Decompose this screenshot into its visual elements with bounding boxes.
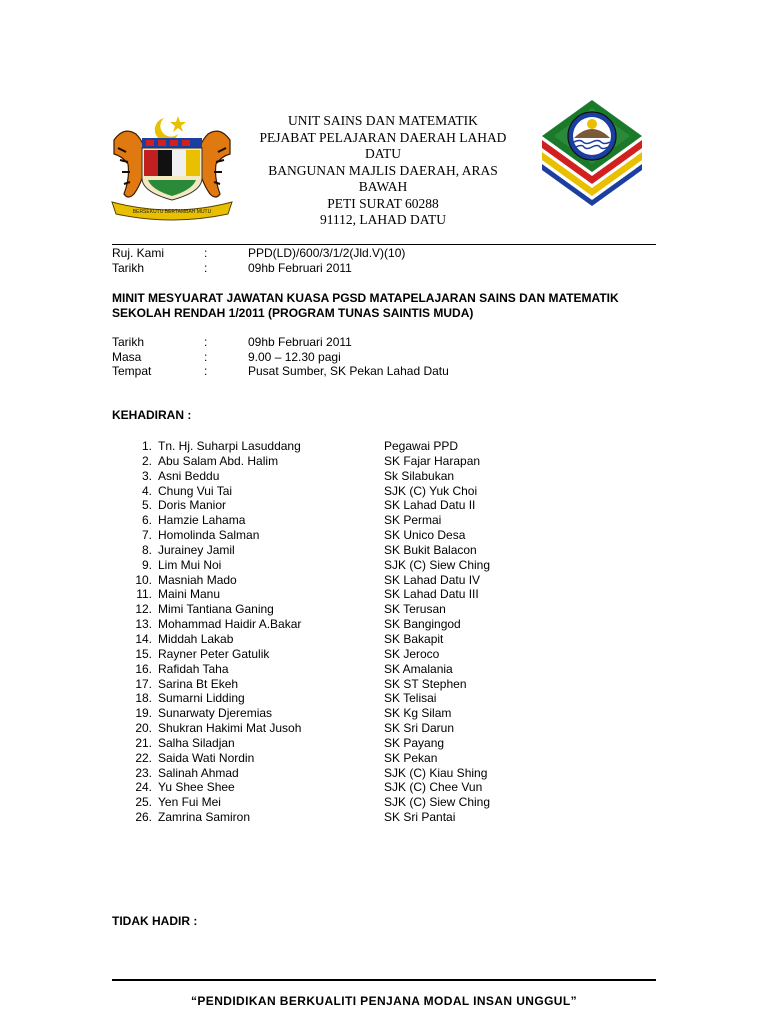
reference-separator: : — [204, 260, 208, 275]
attendee-name: Maini Manu — [158, 587, 221, 602]
attendee-row — [112, 439, 612, 454]
attendee-name: Tn. Hj. Suharpi Lasuddang — [158, 439, 301, 453]
attendee-school: SJK (C) Siew Ching — [384, 795, 491, 810]
attendee-row — [112, 751, 612, 766]
attendee-name: Rafidah Taha — [158, 661, 229, 676]
attendee-number: 15. — [135, 646, 152, 661]
letterhead-line: BAWAH — [358, 179, 408, 194]
attendee-name: Mohammad Haidir A.Bakar — [158, 617, 302, 632]
attendee-name: Lim Mui Noi — [158, 557, 222, 572]
svg-text:BERSEKUTU BERTAMBAH MUTU: BERSEKUTU BERTAMBAH MUTU — [132, 209, 212, 215]
attendee-school: SK Payang — [384, 735, 445, 750]
attendee-number: 4. — [141, 483, 152, 498]
meeting-key: Tempat — [112, 364, 152, 379]
attendee-name: Jurainey Jamil — [158, 542, 235, 557]
attendee-number: 26. — [135, 810, 152, 825]
attendee-row — [112, 587, 612, 602]
meeting-value: 09hb Februari 2011 — [248, 335, 352, 349]
attendee-row — [112, 691, 612, 706]
attendee-name: Shukran Hakimi Mat Jusoh — [158, 721, 302, 736]
attendee-school: SK Bukit Balacon — [384, 542, 477, 557]
attendee-number: 25. — [135, 795, 152, 810]
attendee-number: 19. — [135, 706, 152, 721]
attendee-number: 3. — [141, 468, 152, 483]
attendee-name: Homolinda Salman — [158, 528, 260, 543]
svg-text:.: . — [591, 154, 593, 159]
attendee-row — [112, 558, 612, 573]
meeting-separator: : — [204, 335, 208, 349]
reference-value: 09hb Februari 2011 — [248, 260, 352, 275]
attendee-number: 14. — [135, 631, 152, 646]
attendee-name: Rayner Peter Gatulik — [158, 646, 270, 661]
attendee-name: Middah Lakab — [158, 631, 234, 646]
attendee-name: Asni Beddu — [158, 468, 220, 483]
letterhead-line: BANGUNAN MAJLIS DAERAH, ARAS — [268, 162, 498, 178]
attendee-number: 18. — [135, 691, 152, 706]
attendee-school: SK Terusan — [384, 602, 446, 617]
attendee-name: Yen Fui Mei — [158, 795, 221, 810]
attendee-name: Salinah Ahmad — [158, 765, 239, 780]
district-emblem-icon — [540, 98, 644, 210]
attendee-list — [112, 439, 612, 825]
attendee-row — [112, 647, 612, 662]
attendee-school: SK Bangingod — [384, 617, 461, 632]
footer-divider — [112, 979, 656, 981]
attendee-number: 10. — [135, 572, 152, 587]
absent-heading: TIDAK HADIR : — [112, 914, 198, 928]
attendee-name: Yu Shee Shee — [158, 780, 235, 795]
attendee-row — [112, 810, 612, 825]
letterhead-line: PEJABAT PELAJARAN DAERAH LAHAD — [259, 129, 507, 145]
reference-separator: : — [204, 246, 208, 260]
attendee-number: 7. — [141, 528, 152, 543]
attendee-number: 16. — [135, 661, 152, 676]
attendee-row — [112, 602, 612, 617]
attendee-number: 5. — [141, 498, 152, 513]
attendee-school: SK Permai — [384, 513, 442, 528]
attendee-name: Sumarni Lidding — [158, 691, 245, 706]
attendee-name: Salha Siladjan — [158, 735, 235, 750]
attendee-school: SK Telisai — [384, 691, 437, 706]
meeting-separator: : — [204, 349, 208, 364]
attendee-row — [112, 484, 612, 499]
attendee-name: Masniah Mado — [158, 572, 237, 587]
attendee-school: Sk Silabukan — [384, 468, 455, 483]
attendee-name: Sarina Bt Ekeh — [158, 676, 239, 691]
attendee-number: 20. — [135, 721, 152, 736]
attendee-school: SJK (C) Yuk Choi — [384, 483, 478, 498]
attendee-school: SK Jeroco — [384, 646, 440, 661]
attendee-school: SK Lahad Datu IV — [384, 572, 481, 587]
attendee-row — [112, 454, 612, 469]
attendee-number: 8. — [141, 542, 152, 557]
attendee-row — [112, 795, 612, 810]
attendee-row — [112, 662, 612, 677]
letterhead-line: DATU — [365, 146, 401, 161]
letterhead-line: 91112, LAHAD DATU — [319, 212, 447, 227]
document-title — [112, 291, 672, 320]
attendee-school: SJK (C) Kiau Shing — [384, 765, 488, 780]
attendee-name: Chung Vui Tai — [158, 483, 233, 498]
attendee-number: 21. — [135, 735, 152, 750]
attendee-number: 22. — [135, 750, 152, 765]
attendee-number: 24. — [135, 780, 152, 795]
attendee-row — [112, 573, 612, 588]
attendee-name: Saida Wati Nordin — [158, 750, 255, 765]
motto: “PENDIDIKAN BERKUALITI PENJANA MODAL INSAN UNGGUL” — [190, 994, 577, 1008]
attendee-number: 1. — [141, 439, 152, 453]
attendee-name: Sunarwaty Djeremias — [158, 706, 273, 721]
attendee-row — [112, 677, 612, 692]
attendee-school: SK ST Stephen — [384, 676, 467, 691]
meeting-value: Pusat Sumber, SK Pekan Lahad Datu — [248, 364, 449, 379]
header-divider — [112, 244, 656, 245]
attendee-number: 11. — [136, 587, 152, 602]
attendee-school: SJK (C) Chee Vun — [384, 780, 483, 795]
attendee-row — [112, 543, 612, 558]
attendee-row — [112, 617, 612, 632]
attendee-name: Zamrina Samiron — [158, 810, 251, 825]
attendee-name: Mimi Tantiana Ganing — [158, 602, 274, 617]
attendee-school: SK Lahad Datu II — [384, 498, 476, 513]
attendee-number: 6. — [141, 513, 152, 528]
meeting-key: Tarikh — [112, 335, 145, 349]
title-line: SEKOLAH RENDAH 1/2011 (PROGRAM TUNAS SAINTIS MUDA) — [112, 305, 474, 320]
attendee-number: 2. — [141, 453, 152, 468]
attendee-row — [112, 780, 612, 795]
attendee-row — [112, 469, 612, 484]
attendee-number: 9. — [141, 557, 152, 572]
attendee-row — [112, 721, 612, 736]
attendee-row — [112, 766, 612, 781]
attendee-row — [112, 736, 612, 751]
attendee-school: Pegawai PPD — [384, 439, 459, 453]
attendee-name: Abu Salam Abd. Halim — [158, 453, 279, 468]
meeting-key: Masa — [112, 349, 142, 364]
reference-value: PPD(LD)/600/3/1/2(Jld.V)(10) — [248, 246, 406, 260]
reference-key: Tarikh — [112, 260, 145, 275]
attendee-school: SK Lahad Datu III — [384, 587, 479, 602]
title-line: MINIT MESYUARAT JAWATAN KUASA PGSD MATAPELAJARAN SAINS DAN MATEMATIK — [112, 291, 619, 305]
attendee-number: 13. — [135, 617, 152, 632]
coat-of-arms-logo — [108, 110, 236, 222]
attendee-row — [112, 528, 612, 543]
attendee-school: SK Sri Darun — [384, 721, 455, 736]
attendee-school: SJK (C) Siew Ching — [384, 557, 491, 572]
malaysia-coat-of-arms-icon — [108, 110, 236, 222]
attendee-school: SK Fajar Harapan — [384, 453, 481, 468]
attendee-row — [112, 632, 612, 647]
reference-key: Ruj. Kami — [112, 246, 165, 260]
letterhead-line: UNIT SAINS DAN MATEMATIK — [288, 113, 478, 128]
attendee-row — [112, 513, 612, 528]
letterhead-line: PETI SURAT 60288 — [327, 195, 439, 211]
attendee-school: SK Kg Silam — [384, 706, 452, 721]
attendee-number: 12. — [135, 602, 152, 617]
attendee-school: SK Sri Pantai — [384, 810, 456, 825]
attendee-number: 17. — [135, 676, 152, 691]
letterhead — [248, 113, 518, 229]
attendee-name: Hamzie Lahama — [158, 513, 246, 528]
attendee-name: Doris Manior — [158, 498, 227, 513]
attendee-school: SK Pekan — [384, 750, 438, 765]
attendee-row — [112, 706, 612, 721]
attendance-heading: KEHADIRAN : — [112, 408, 192, 422]
district-emblem-logo — [540, 98, 644, 210]
attendee-row — [112, 498, 612, 513]
meeting-value: 9.00 – 12.30 pagi — [248, 349, 341, 364]
meeting-separator: : — [204, 364, 208, 379]
attendee-number: 23. — [135, 765, 152, 780]
attendee-school: SK Amalania — [384, 661, 453, 676]
attendee-school: SK Bakapit — [384, 631, 444, 646]
attendee-school: SK Unico Desa — [384, 528, 466, 543]
